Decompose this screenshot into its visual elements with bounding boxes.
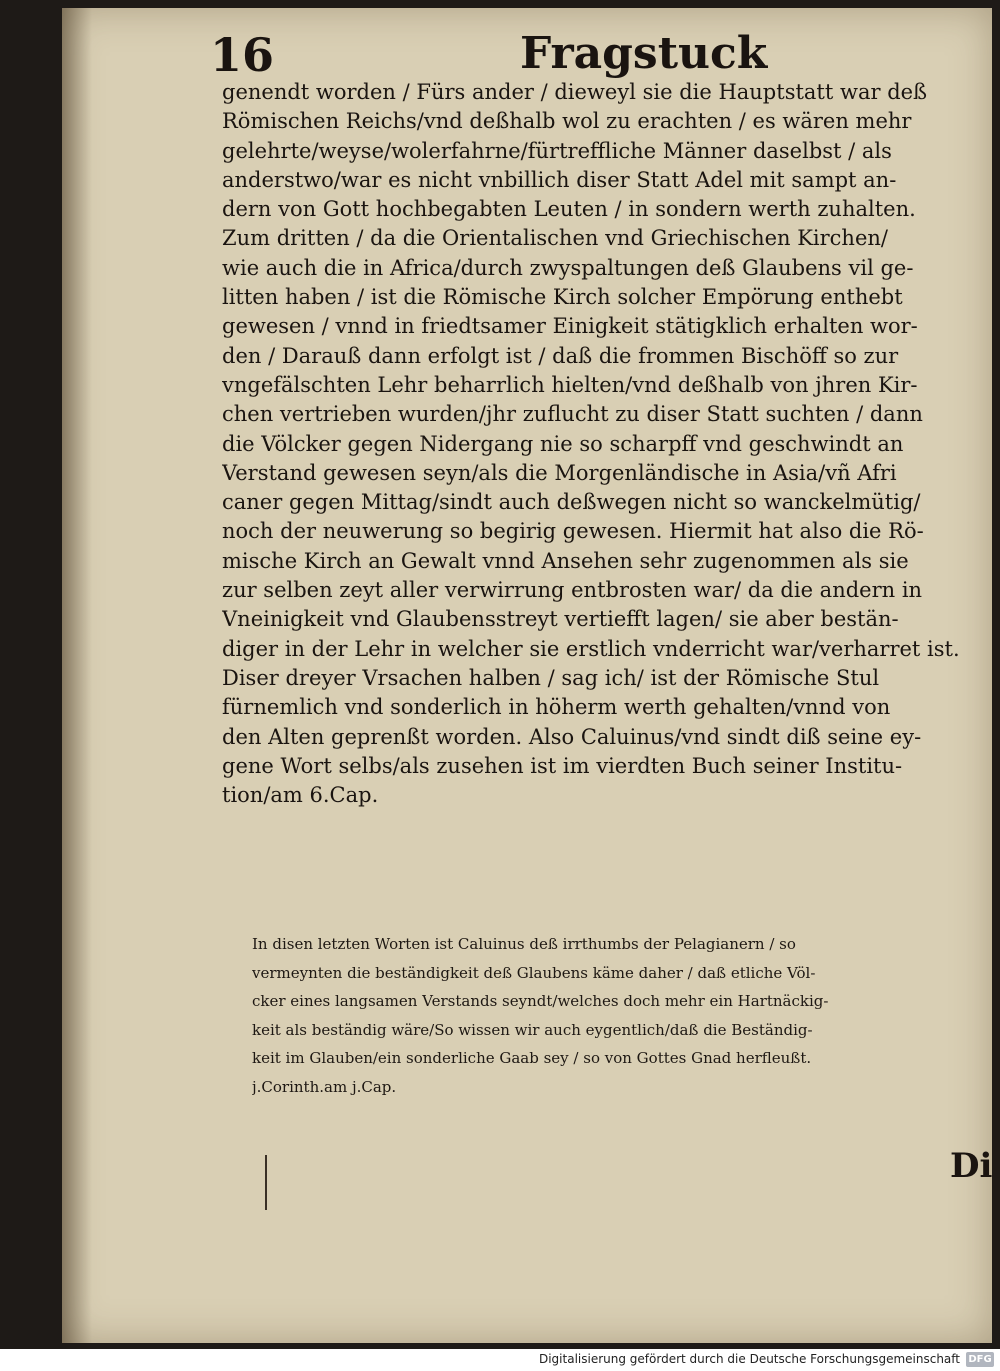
note-line: vermeynten die beständigkeit deß Glaubens käme daher / daß etliche Völ-: [252, 963, 816, 982]
text-line: diger in der Lehr in welcher sie erstlich vnderricht war/verharret ist.: [222, 636, 960, 661]
text-line: mische Kirch an Gewalt vnnd Ansehen sehr zugenommen als sie: [222, 548, 909, 573]
text-line: Römischen Reichs/vnd deßhalb wol zu erachten / es wären mehr: [222, 109, 912, 134]
book-page: [62, 8, 992, 1343]
text-line: litten haben / ist die Römische Kirch solcher Empörung enthebt: [222, 285, 903, 310]
text-line: wie auch die in Africa/durch zwyspaltungen deß Glaubens vil ge-: [222, 255, 914, 280]
page-number: 16: [210, 28, 275, 82]
main-text-block: [222, 78, 987, 810]
text-line: zur selben zeyt aller verwirrung entbrosten war/ da die andern in: [222, 578, 923, 603]
dfg-logo: DFG: [966, 1352, 994, 1367]
spine-shadow: [62, 8, 92, 1343]
text-line: chen vertrieben wurden/jhr zuflucht zu diser Statt suchten / dann: [222, 402, 923, 427]
footer-bar: [0, 1349, 1000, 1371]
text-line: Verstand gewesen seyn/als die Morgenländische in Asia/vñ Afri: [222, 460, 897, 485]
note-line: keit im Glauben/ein sonderliche Gaab sey / so von Gottes Gnad herfleußt.: [252, 1049, 812, 1067]
text-line: vngefälschten Lehr beharrlich hielten/vnd deßhalb von jhren Kir-: [222, 372, 918, 397]
text-line: gene Wort selbs/als zusehen ist im vierdten Buch seiner Institu-: [222, 753, 903, 778]
text-line: tion/am 6.Cap.: [222, 783, 379, 808]
text-line: genendt worden / Fürs ander / dieweyl sie die Hauptstatt war deß: [222, 80, 928, 104]
note-line: cker eines langsamen Verstands seyndt/welches doch mehr ein Hartnäckig-: [252, 992, 829, 1010]
text-line: noch der neuwerung so begirig gewesen. Hiermit hat also die Rö-: [222, 519, 924, 544]
text-line: Diser dreyer Vrsachen halben / sag ich/ ist der Römische Stul: [222, 665, 880, 690]
marginal-note-block: [252, 930, 987, 1101]
text-line: den Alten geprenßt worden. Also Caluinus/vnd sindt diß seine ey-: [222, 724, 922, 749]
note-line: In disen letzten Worten ist Caluinus deß irrthumbs der Pelagianern / so: [252, 935, 796, 953]
margin-mark: [265, 1155, 267, 1210]
note-line: keit als beständig wäre/So wissen wir auch eygentlich/daß die Beständig-: [252, 1020, 813, 1039]
running-head: Fragstuck: [520, 28, 768, 79]
catchword: Di: [950, 1146, 993, 1186]
text-line: den / Darauß dann erfolgt ist / daß die frommen Bischöff so zur: [222, 343, 899, 368]
text-line: fürnemlich vnd sonderlich in höherm werth gehalten/vnnd von: [222, 695, 891, 720]
text-line: die Völcker gegen Nidergang nie so scharpff vnd geschwindt an: [222, 431, 904, 456]
text-line: caner gegen Mittag/sindt auch deßwegen nicht so wanckelmütig/: [222, 490, 921, 515]
text-line: gelehrte/weyse/wolerfahrne/fürtreffliche Männer daselbst / als: [222, 138, 892, 163]
text-line: Vneinigkeit vnd Glaubensstreyt vertiefft lagen/ sie aber bestän-: [222, 607, 899, 632]
text-line: dern von Gott hochbegabten Leuten / in sondern werth zuhalten.: [222, 197, 916, 222]
text-line: anderstwo/war es nicht vnbillich diser Statt Adel mit sampt an-: [222, 167, 897, 192]
text-line: gewesen / vnnd in friedtsamer Einigkeit stätigklich erhalten wor-: [222, 314, 918, 339]
text-line: Zum dritten / da die Orientalischen vnd Griechischen Kirchen/: [222, 226, 888, 251]
note-line: j.Corinth.am j.Cap.: [252, 1077, 397, 1096]
footer-credit: Digitalisierung gefördert durch die Deutsche Forschungsgemeinschaft: [538, 1352, 960, 1366]
